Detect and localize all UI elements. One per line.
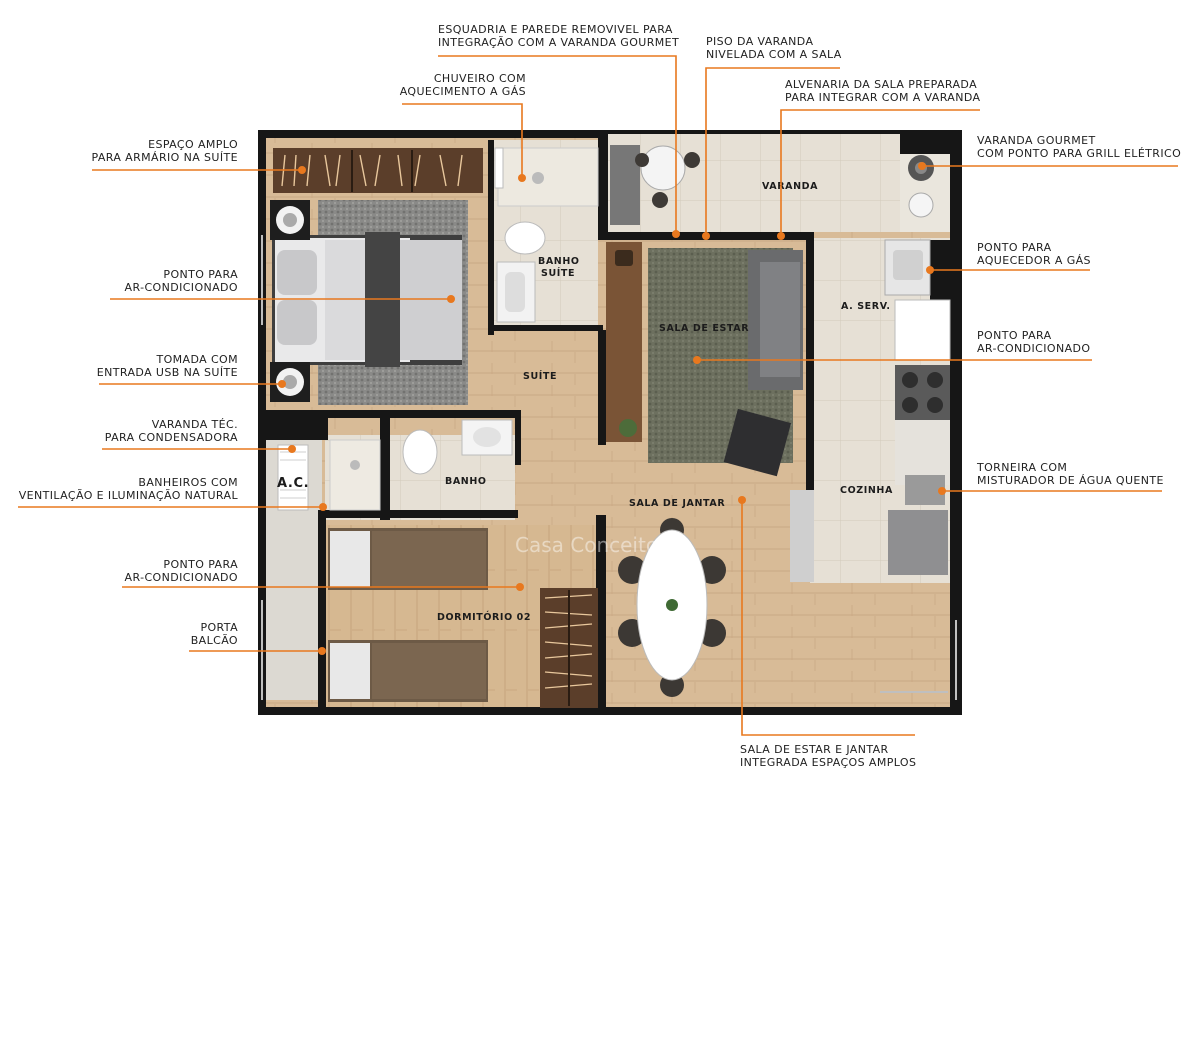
callout-ponto-ar-dorm	[125, 558, 238, 584]
room-banho-suite-line1: BANHO	[538, 256, 580, 267]
callout-ponto-ar-suite-line2: AR-CONDICIONADO	[124, 281, 238, 294]
callout-tomada-usb-line2: ENTRADA USB NA SUÍTE	[96, 366, 238, 379]
callout-esquadria-line1: ESQUADRIA E PAREDE REMOVIVEL PARA	[438, 23, 673, 36]
callout-ponto-ar-sala	[977, 329, 1090, 355]
callout-ponto-ar-sala-line1: PONTO PARA	[977, 329, 1052, 342]
callout-ponto-ar-dorm-line2: AR-CONDICIONADO	[124, 571, 238, 584]
callout-sala-integrada-line2: INTEGRADA ESPAÇOS AMPLOS	[740, 756, 917, 769]
room-a-serv: A. SERV.	[841, 301, 891, 312]
room-dormitorio: DORMITÓRIO 02	[437, 612, 532, 623]
callout-ponto-aquecedor	[977, 241, 1091, 267]
room-suite: SUÍTE	[523, 371, 558, 382]
callout-torneira-line2: MISTURADOR DE ÁGUA QUENTE	[977, 474, 1164, 487]
callout-piso-varanda-line1: PISO DA VARANDA	[706, 35, 814, 48]
callout-porta-balcao-line2: BALCÃO	[190, 634, 238, 647]
callout-piso-varanda-line2: NIVELADA COM A SALA	[706, 48, 842, 61]
callout-banheiros-line2: VENTILAÇÃO E ILUMINAÇÃO NATURAL	[18, 489, 238, 502]
callout-ponto-ar-suite-line1: PONTO PARA	[163, 268, 238, 281]
callout-espaco-amplo-line1: ESPAÇO AMPLO	[148, 138, 238, 151]
callout-ponto-ar-sala-line2: AR-CONDICIONADO	[977, 342, 1091, 355]
callout-chuveiro	[400, 72, 526, 98]
callout-ponto-ar-suite	[125, 268, 238, 294]
callout-sala-integrada-line1: SALA DE ESTAR E JANTAR	[740, 743, 889, 756]
callout-piso-varanda	[706, 35, 842, 61]
callout-banheiros-line1: BANHEIROS COM	[138, 476, 238, 489]
callout-varanda-gourmet-line2: COM PONTO PARA GRILL ELÉTRICO	[977, 147, 1182, 160]
callout-ponto-aquecedor-line2: AQUECEDOR A GÁS	[977, 254, 1091, 267]
callout-torneira	[977, 461, 1164, 487]
room-banho: BANHO	[445, 476, 487, 487]
room-banho-suite-line2: SUÍTE	[541, 268, 576, 279]
watermark: Casa Conceito	[515, 533, 659, 557]
callout-porta-balcao	[191, 621, 238, 647]
callout-espaco-amplo-line2: PARA ARMÁRIO NA SUÍTE	[91, 151, 238, 164]
callout-tomada-usb	[97, 353, 238, 379]
callout-torneira-line1: TORNEIRA COM	[977, 461, 1068, 474]
callout-ponto-ar-dorm-line1: PONTO PARA	[163, 558, 238, 571]
room-ac: A.C.	[277, 476, 310, 491]
callout-chuveiro-line2: AQUECIMENTO A GÁS	[399, 85, 526, 98]
room-varanda: VARANDA	[762, 181, 819, 192]
callout-varanda-tec-line2: PARA CONDENSADORA	[104, 431, 238, 444]
callout-varanda-tec	[105, 418, 238, 444]
callout-sala-integrada	[740, 743, 916, 769]
callout-varanda-gourmet	[977, 134, 1181, 160]
callout-porta-balcao-line1: PORTA	[200, 621, 238, 634]
callout-varanda-gourmet-line1: VARANDA GOURMET	[977, 134, 1096, 147]
room-sala-estar: SALA DE ESTAR	[659, 323, 750, 334]
callout-ponto-aquecedor-line1: PONTO PARA	[977, 241, 1052, 254]
callout-chuveiro-line1: CHUVEIRO COM	[433, 72, 526, 85]
dorm-wardrobe	[540, 588, 598, 708]
callout-banheiros	[19, 476, 238, 502]
callout-varanda-tec-line1: VARANDA TÉC.	[151, 418, 238, 431]
callout-alvenaria-line2: PARA INTEGRAR COM A VARANDA	[785, 91, 981, 104]
callout-alvenaria	[785, 78, 980, 104]
callout-esquadria	[438, 23, 679, 49]
callout-tomada-usb-line1: TOMADA COM	[156, 353, 238, 366]
callout-espaco-amplo	[92, 138, 239, 164]
room-cozinha: COZINHA	[840, 485, 893, 496]
callout-alvenaria-line1: ALVENARIA DA SALA PREPARADA	[785, 78, 977, 91]
room-sala-jantar: SALA DE JANTAR	[629, 498, 726, 509]
callout-esquadria-line2: INTEGRAÇÃO COM A VARANDA GOURMET	[438, 36, 680, 49]
